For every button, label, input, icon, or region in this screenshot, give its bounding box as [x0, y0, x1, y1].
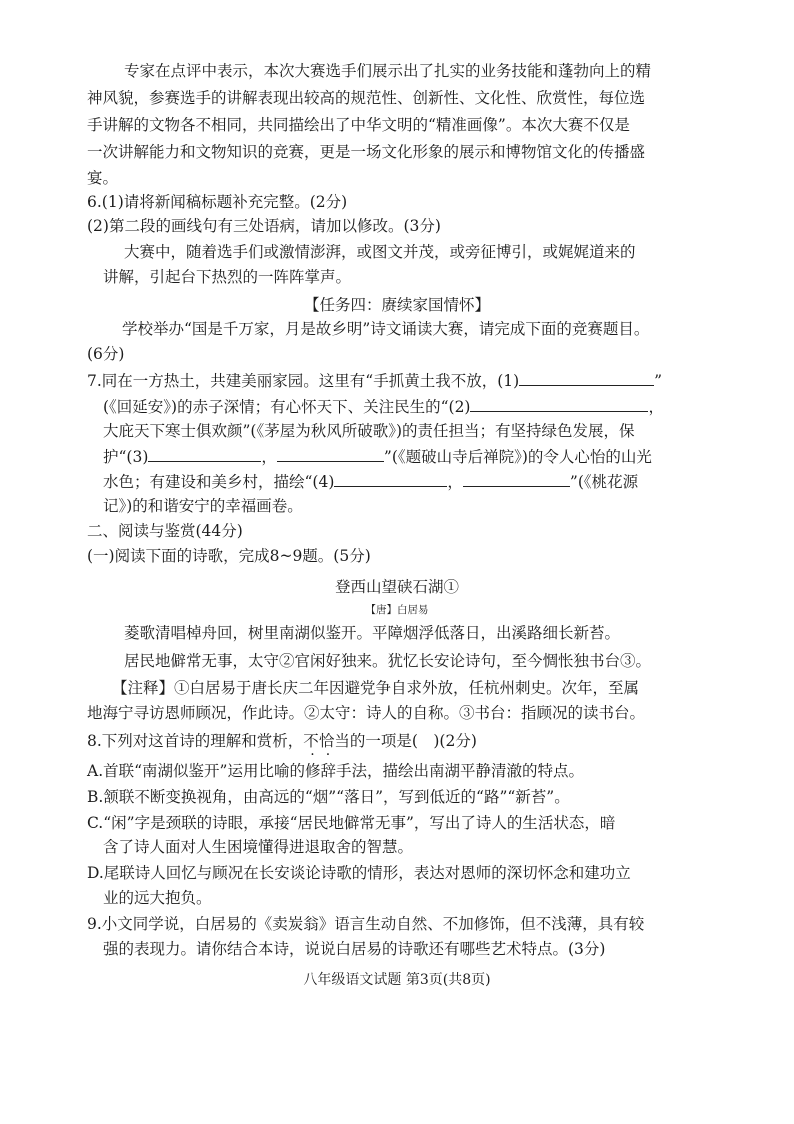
poem-author: 【唐】白居易 [365, 604, 429, 616]
question-7-line: 7.同在一方热土，共建美丽家园。这里有“手抓黄土我不放，(1) ” [87, 369, 662, 392]
answer-blank-2[interactable] [470, 395, 648, 412]
answer-blank-1[interactable] [519, 369, 654, 386]
paragraph-line: 神风貌，参赛选手的讲解表现出较高的规范性、创新性、文化性、欣赏性，每位选 [87, 89, 646, 107]
answer-blank-4a[interactable] [334, 470, 447, 487]
task-four-intro: 学校举办“国是千万家，月是故乡明”诗文诵读大赛，请完成下面的竞赛题目。 [122, 320, 650, 338]
question-7-line: 水色；有建设和美乡村，描绘“(4) ， ”(《桃花源 [103, 470, 638, 493]
paragraph-line: 手讲解的文物各不相同，共同描绘出了中华文明的“精准画像”。本次大赛不仅是 [87, 116, 630, 134]
section-two-sub: (一)阅读下面的诗歌，完成8~9题。(5分) [87, 547, 371, 565]
option-d: 业的远大抱负。 [103, 889, 212, 907]
question-9: 9.小文同学说，白居易的《卖炭翁》语言生动自然、不加修饰，但不浅薄，具有较 [87, 915, 645, 933]
option-c: C.“闲”字是颈联的诗眼，承接“居民地僻常无事”，写出了诗人的生活状态，暗 [87, 814, 616, 832]
section-two-heading: 二、阅读与鉴赏(44分) [87, 522, 243, 540]
poem-line: 居民地僻常无事，太守②官闲好独来。犹忆长安论诗句，至今惆怅独书台③。 [124, 652, 652, 670]
answer-blank-3a[interactable] [148, 445, 261, 462]
question-7-line: 记》)的和谐安宁的幸福画卷。 [103, 497, 303, 515]
question-8-stem: 8.下列对这首诗的理解和赏析，不恰当的一项是( )(2分) [87, 732, 477, 750]
option-a: A.首联“南湖似鉴开”运用比喻的修辞手法，描绘出南湖平静清澈的特点。 [87, 762, 584, 780]
question-6-2: (2)第二段的画线句有三处语病，请加以修改。(3分) [87, 217, 441, 235]
poem-title: 登西山望硖石湖① [334, 578, 459, 596]
question-9: 强的表现力。请你结合本诗，说说白居易的诗歌还有哪些艺术特点。(3分) [103, 940, 606, 958]
poem-line: 菱歌清唱棹舟回，树里南湖似鉴开。平障烟浮低落日，出溪路细长新苔。 [124, 624, 621, 642]
poem-note: 【注释】①白居易于唐长庆二年因避党争自求外放，任杭州刺史。次年，至属 [112, 679, 640, 697]
option-c: 含了诗人面对人生困境懂得进退取舍的智慧。 [103, 838, 414, 856]
question-6-1: 6.(1)请将新闻稿标题补充完整。(2分) [87, 193, 348, 211]
paragraph-line: 一次讲解能力和文物知识的竞赛，更是一场文化形象的展示和博物馆文化的传播盛 [87, 143, 646, 161]
answer-blank-4b[interactable] [463, 470, 570, 487]
option-d: D.尾联诗人回忆与顾况在长安谈论诗歌的情形，表达对恩师的深切怀念和建功立 [87, 864, 631, 882]
paragraph-line: 专家在点评中表示，本次大赛选手们展示出了扎实的业务技能和蓬勃向上的精 [124, 62, 652, 80]
question-7-line: 护“(3) ， ”(《题破山寺后禅院》)的令人心怡的山光 [103, 445, 652, 468]
question-7-line: 大庇天下寒士俱欢颜”(《茅屋为秋风所破歌》)的责任担当；有坚持绿色发展，保 [103, 422, 635, 440]
question-6-text: 讲解，引起台下热烈的一阵阵掌声。 [103, 268, 352, 286]
poem-note: 地海宁寻访恩师顾况，作此诗。②太守：诗人的自称。③书台：指顾况的读书台。 [87, 704, 646, 722]
task-four-heading: 【任务四：赓续家国情怀】 [303, 296, 490, 314]
question-6-text: 大赛中，随着选手们或激情澎湃，或图文并茂，或旁征博引，或娓娓道来的 [124, 243, 636, 261]
answer-blank-3b[interactable] [277, 445, 384, 462]
option-b: B.颔联不断变换视角，由高远的“烟”“落日”，写到低近的“路”“新苔”。 [87, 788, 570, 806]
paragraph-line: 宴。 [87, 169, 119, 187]
page-footer: 八年级语文试题 第3页(共8页) [303, 972, 491, 988]
question-7-line: (《回延安》)的赤子深情；有心怀天下、关注民生的“(2) ， [103, 395, 664, 418]
task-four-intro: (6分) [87, 345, 125, 363]
